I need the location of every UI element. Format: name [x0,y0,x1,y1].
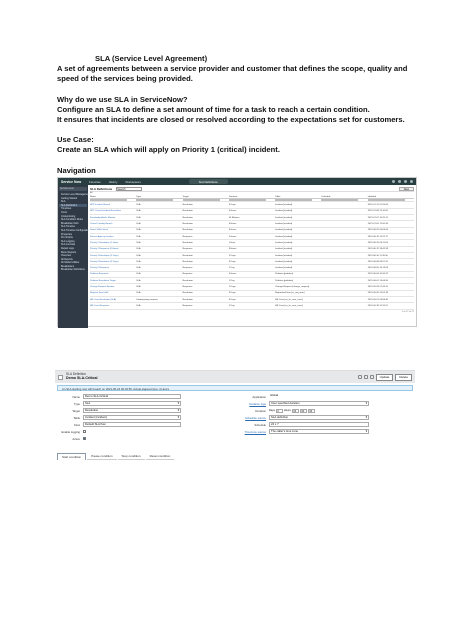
duration-hours-label: Hours [283,409,291,412]
table-cell: 2 Hours [229,233,275,239]
table-cell: 2021-05-21 09:58:40 [368,296,414,302]
field-timezone-source [233,429,369,434]
navigator-item[interactable]: OLAs [61,210,67,214]
table-cell: Resolution [183,259,229,265]
application-value: Global [269,394,369,398]
table-cell: Incident [incident] [275,259,321,265]
table-cell: Requested Item [sc_req_item] [275,290,321,296]
navigator-items [59,193,90,272]
table-cell: SLA [136,233,182,239]
flow-input[interactable]: Default SLA flow [83,422,181,426]
navigator-item[interactable]: Repair Logs [61,246,74,250]
duration-type-label[interactable]: Duration type [249,401,266,406]
schedule-input[interactable]: 24 x 7 [269,422,369,426]
type-select[interactable]: SLA ▾ [83,401,181,405]
why-heading: Why do we use SLA in ServiceNow? [57,95,188,104]
table-cell: SLA [136,215,182,221]
notification-icon[interactable] [404,180,407,183]
table-cell: SLA [136,271,182,277]
table-cell: Incident [incident] [275,208,321,214]
navigator-item[interactable]: All Model Utilities [61,261,80,265]
application-navigator [58,185,88,328]
table-cell: SLA [136,290,182,296]
info-message: An SLA starting now will breach on 2021-06-22 06:04:56. Actual elapsed time: 4 Hours [57,385,413,391]
table-cell: 2021-07-11 07:03:43 [368,202,414,208]
table-cell: Resolution [183,296,229,302]
delete-button[interactable]: Delete [395,374,412,381]
target-label: Target [72,408,80,413]
table-cell: 2021-07-02 12:50:34 [368,221,414,227]
table-cell: Response [183,246,229,252]
field-table [55,415,181,420]
table-cell: 8 Hours [229,246,275,252]
table-cell: Resolution [183,215,229,221]
table-cell: 6 Hours [229,221,275,227]
navigator-item[interactable]: All Reports [61,257,73,261]
navigator-item[interactable]: SLA Logging [61,239,75,243]
navigator-item[interactable]: Service Level Management [61,193,90,196]
navigator-item[interactable]: Overview [61,254,71,258]
navigator-filter-input[interactable]: Service level [59,187,87,191]
table-cell: 2021-06-05 16:13:09 [368,265,414,271]
name-label: Name [72,394,80,399]
menu-history[interactable]: History [108,179,118,184]
tab-pause-condition[interactable]: Pause condition [87,453,116,460]
table-cell: Response [183,303,229,309]
navigator-item[interactable]: Breakdown Definitions [61,268,85,272]
table-cell: Incident [incident] [275,215,321,221]
field-flow [55,422,181,427]
table-cell: SLA [136,221,182,227]
column-header[interactable]: Duration [229,195,275,199]
duration-picker [269,409,315,413]
navigator-item[interactable]: SLA Timeline [61,225,75,229]
pagination-label: 1 to 17 of 17 [401,310,414,313]
duration-days-input[interactable]: 0 [276,409,283,413]
table-cell: 2021-06-15 09:11:03 [368,240,414,246]
attachment-icon[interactable] [358,375,362,379]
column-header[interactable]: Updated [368,195,414,199]
usecase-text: Create an SLA which will apply on Priority 1 (critical) incident. [57,145,280,154]
timezone-source-label[interactable]: Timezone source [244,429,266,434]
table-cell: 2021-06-01 13:06:55 [368,278,414,284]
table-cell: Resolution [183,227,229,233]
type-label: Type [73,401,80,406]
row-name-link[interactable]: HR Case Resolution (SLA) [90,296,136,302]
field-application [233,394,369,399]
duration-type-select[interactable]: User specified duration ▾ [269,401,369,405]
table-cell: Resolution [183,208,229,214]
duration-hours-input[interactable]: 04 [292,409,299,413]
list-search-input[interactable]: Search [116,187,142,191]
table-cell: SLA [136,259,182,265]
row-name-link[interactable]: HPP Incident Breach [90,202,136,208]
top-navbar [58,178,416,185]
table-cell: 5 Days [229,259,275,265]
schedule-source-select[interactable]: SLA definition ▾ [269,415,369,419]
table-cell: 2021-06-19 14:22:17 [368,233,414,239]
row-name-link[interactable]: Priority 2 Response (8 Hours) [90,246,136,252]
row-name-link[interactable]: Priority 3 Resolution (2 Days) [90,252,136,258]
schedule-source-label[interactable]: Schedule source [245,415,266,420]
settings-icon[interactable] [364,375,368,379]
table-cell: Incident [incident] [275,246,321,252]
field-target [55,408,181,413]
table-cell: Problem [problem] [275,278,321,284]
enable-logging-label: Enable logging [61,429,80,434]
form-type: SLA Definition [66,372,87,377]
table-cell: Response [183,284,229,290]
table-cell: Resolution [183,278,229,284]
row-name-link[interactable]: Knowledge Article Monitor [90,215,136,221]
row-name-link[interactable]: Service Agency Incident [90,233,136,239]
row-name-link[interactable]: Change Request Review [90,284,136,290]
column-header[interactable]: Name [90,195,136,199]
target-select[interactable]: Resolution ▾ [83,408,181,412]
navigator-item[interactable]: Timelines [61,207,72,211]
tab-start-condition[interactable]: Start condition [57,453,86,460]
pagination [90,310,414,314]
doc-definition: A set of agreements between a service provider and customer that defines the scope, quality and speed of the services being provided. [57,64,408,84]
navigator-item[interactable]: SLA Timeline Configuration [61,228,90,232]
table-cell: 2021-05-18 12:31:07 [368,303,414,309]
new-button[interactable]: New [399,187,414,191]
table-cell: HR Case [sn_hr_core_case] [275,296,321,302]
navigator-item[interactable]: Breakdowns [61,264,75,268]
column-header[interactable]: Schedule [321,195,367,199]
tab-stop-condition[interactable]: Stop condition [118,453,145,460]
navigator-item[interactable]: Properties [61,232,72,236]
table-cell: 30 Minutes [229,215,275,221]
table-cell: SLA [136,284,182,290]
table-cell: 2021-06-12 18:42:28 [368,246,414,252]
table-cell: Response [183,233,229,239]
field-type [55,401,181,406]
table-cell: SLA [136,246,182,252]
help-icon[interactable] [398,180,401,183]
active-checkbox[interactable] [83,437,86,440]
table-cell: SLA [136,278,182,284]
navigator-item[interactable]: SLA Condition Rules [61,218,83,222]
row-name-link[interactable]: Critical Catalog Breach [90,221,136,227]
table-cell: Incident [incident] [275,233,321,239]
navigation-heading: Navigation [57,166,96,175]
sla-definition-form-screenshot [55,370,415,460]
table-cell: Problem [problem] [275,271,321,277]
table-cell: Change Request [change_request] [275,284,321,290]
table-cell: 4 Hours [229,227,275,233]
duration-days-label: Days [269,409,275,412]
navigator-item[interactable]: Getting Started [61,196,78,200]
navigator-item[interactable]: Menu Reports [61,250,77,254]
row-name-link[interactable]: HPP Critical Incident Resolution [90,208,136,214]
table-label: Table [73,415,80,420]
column-header[interactable]: Type [136,195,182,199]
navigator-item[interactable]: SLA Journals [61,243,76,247]
table-cell: 1 Day [229,265,275,271]
sla-table [90,195,414,310]
table-cell: Incident [incident] [275,227,321,233]
table-cell: 4 Days [229,202,275,208]
table-cell: SLA [136,240,182,246]
table-cell: 2021-05-26 15:02:18 [368,290,414,296]
navigator-item[interactable]: Underpinning [61,214,76,218]
table-cell: Incident [incident] [275,221,321,227]
table-cell: 2 Days [229,284,275,290]
table-row[interactable] [90,303,414,309]
menu-favorites[interactable]: Favorites [89,179,101,184]
table-cell: Resolution [183,252,229,258]
column-header[interactable]: Table [275,195,321,199]
table-cell: 2 Days [229,252,275,258]
table-cell: 2021-07-08 15:10:00 [368,208,414,214]
table-cell: 2021-06-22 06:04:56 [368,227,414,233]
table-cell: Resolution [183,240,229,246]
breadcrumb[interactable]: All [90,192,93,194]
usecase-heading: Use Case: [57,135,94,144]
form-header [55,371,415,383]
table-cell: Incident [incident] [275,265,321,271]
why-line-2: It ensures that incidents are closed or resolved according to the expectations set for customers. [57,115,405,124]
table-cell: Incident [incident] [275,252,321,258]
navigator-item[interactable]: SLA [61,200,66,204]
table-cell: 4 Hours [229,271,275,277]
condition-tabs [57,453,174,460]
doc-title: SLA (Service Level Agreement) [95,54,208,63]
table-cell: 2021-06-08 08:27:41 [368,259,414,265]
header-icons [392,180,413,183]
table-cell: 2021-07-07 10:20:11 [368,215,414,221]
menu-workspaces[interactable]: Workspaces [125,179,141,184]
table-cell: SLA [136,252,182,258]
table-cell: Resolution [183,290,229,296]
navigator-item[interactable]: Pre-Scripts [61,236,73,240]
table-cell: 2021-05-29 07:44:31 [368,284,414,290]
table-cell: Resolution [183,202,229,208]
field-duration [233,408,315,413]
schedule-label: Schedule [254,422,266,427]
application-label: Application [252,394,266,399]
row-name-link[interactable]: Priority 1 Resolution (1 Hour) [90,240,136,246]
row-name-link[interactable]: Problem Response [90,271,136,277]
table-cell: HR Case [sn_hr_core_case] [275,303,321,309]
row-name-link[interactable]: Request Item Fulfil [90,290,136,296]
table-select[interactable]: Incident [incident] ▾ [83,415,181,419]
enable-logging-checkbox[interactable] [83,430,86,433]
table-cell: SLA [136,227,182,233]
column-header[interactable]: Target [183,195,229,199]
duration-minutes-input[interactable]: 00 [300,409,307,413]
sla-definitions-list-screenshot [57,177,417,327]
flow-label: Flow [74,422,80,427]
table-cell: Response [183,271,229,277]
form-record-title: Demo SLA-Critical [66,376,98,380]
table-cell: 2021-06-10 11:35:50 [368,252,414,258]
search-icon[interactable] [392,180,395,183]
brand-logo: Service Now [61,179,82,184]
table-cell: 1 Day [229,278,275,284]
table-cell: 4 Hours [229,208,275,214]
field-schedule [233,422,369,427]
more-icon[interactable] [370,375,374,379]
row-name-link[interactable]: Problem Resolution Target [90,278,136,284]
tab-reset-condition[interactable]: Reset condition [146,453,175,460]
table-cell: 1 Hour [229,240,275,246]
name-input[interactable]: Demo SLA-Critical [83,394,181,398]
table-cell: SLA [136,303,182,309]
table-cell: SLA [136,265,182,271]
duration-seconds-input[interactable]: 00 [308,409,315,413]
table-cell: 1 Day [229,303,275,309]
row-name-link[interactable]: HR Case Response [90,303,136,309]
user-avatar[interactable] [410,180,413,183]
table-cell: Underpinning contract [136,296,182,302]
field-enable-logging [55,429,86,434]
field-schedule-source [233,415,369,420]
timezone-source-select[interactable]: The caller's time zone ▾ [269,429,369,433]
list-title: SLA Definitions [90,186,113,191]
table-cell: Response [183,265,229,271]
table-cell: SLA [136,202,182,208]
navigator-item[interactable]: SLA Definitions [59,204,87,208]
table-cell: 2021-06-03 10:50:22 [368,271,414,277]
table-cell: Incident [incident] [275,202,321,208]
field-active [55,436,86,441]
table-cell: 3 Days [229,290,275,296]
table-cell [321,303,367,309]
context-pill[interactable]: SLA Definitions [189,179,228,184]
table-cell: SLA [136,208,182,214]
active-label: Active [72,436,80,441]
why-line-1: Configure an SLA to define a set amount of time for a task to reach a certain condition. [57,105,370,114]
table-cell: Incident [incident] [275,240,321,246]
duration-label: Duration [255,408,266,413]
update-button[interactable]: Update [376,374,394,381]
row-name-link[interactable]: Demo SLA-Critical [90,227,136,233]
field-name [55,394,181,399]
table-cell: Resolution [183,221,229,227]
row-name-link[interactable]: Priority 4 Resolution (5 Days) [90,259,136,265]
field-duration-type [233,401,369,406]
row-name-link[interactable]: Priority 5 Response [90,265,136,271]
navigator-item[interactable]: Breakdown Defs [61,221,79,225]
menu-icon[interactable] [58,375,63,380]
table-cell: 5 Days [229,296,275,302]
